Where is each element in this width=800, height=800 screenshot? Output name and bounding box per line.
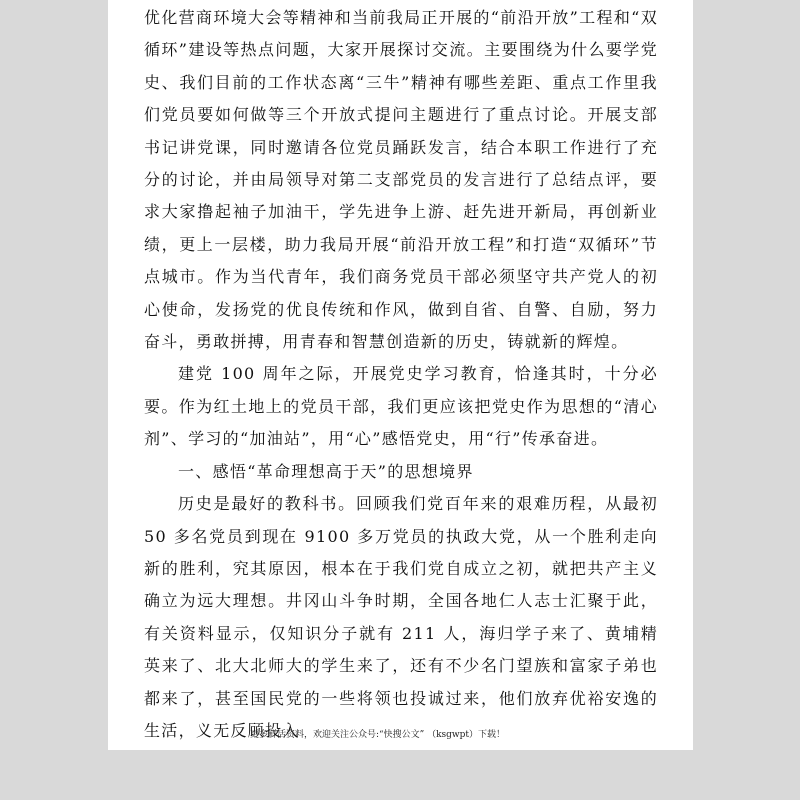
section-heading-revolutionary-ideal: 一、感悟“革命理想高于天”的思想境界	[178, 461, 474, 481]
paragraph-party-history-study: 建党 100 周年之际，开展党史学习教育，恰逢其时，十分必要。作为红土地上的党员干部，我们更应该把党史作为思想的“清心剂”、学习的“加油站”，用“心”感悟党史，用“行”传承奋进。	[144, 364, 658, 449]
paragraph-party-meeting-summary: 优化营商环境大会等精神和当前我局正开展的“前沿开放”工程和“双循环”建设等热点问题，大家开展探讨交流。主要围绕为什么要学党史、我们目前的工作状态离“三牛”精神有哪些差距、重点工作里我们党员要如何做等三个开放式提问主题进行了重点讨论。开展支部书记讲党课，同时邀请各位党员踊跃发言，结合本职工作进行了充分的讨论，并由局领导对第二支部党员的发言进行了总结点评，要求大家撸起袖子加油干，学先进争上游、赶先进开新局，再创新业绩，更上一层楼，助力我局开展“前沿开放工程”和打造“双循环”节点城市。作为当代青年，我们商务党员干部必须坚守共产党人的初心使命，发扬党的优良传统和作风，做到自省、自警、自励，努力奋斗，勇敢拼搏，用青春和智慧创造新的历史，铸就新的辉煌。	[144, 8, 658, 352]
footer-promo-note: 更多鲜活资料，欢迎关注公众号:“快搜公文” （ksgwpt）下载！	[250, 730, 506, 740]
document-body	[144, 2, 658, 747]
paragraph-history-textbook: 历史是最好的教科书。回顾我们党百年来的艰难历程，从最初 50 多名党员到现在 9100 多万党员的执政大党，从一个胜利走向新的胜利，究其原因，根本在于我们党自成立之初，就把共产主义确立为远大理想。井冈山斗争时期，全国各地仁人志士汇聚于此，有关资料显示，仅知识分子就有 211 人，海归学子来了、黄埔精英来了、北大北师大的学生来了，还有不少名门望族和富家子弟也都来了，甚至国民党的一些将领也投诚过来，他们放弃优裕安逸的生活，义无反顾投入	[144, 494, 658, 740]
document-page	[108, 0, 693, 750]
